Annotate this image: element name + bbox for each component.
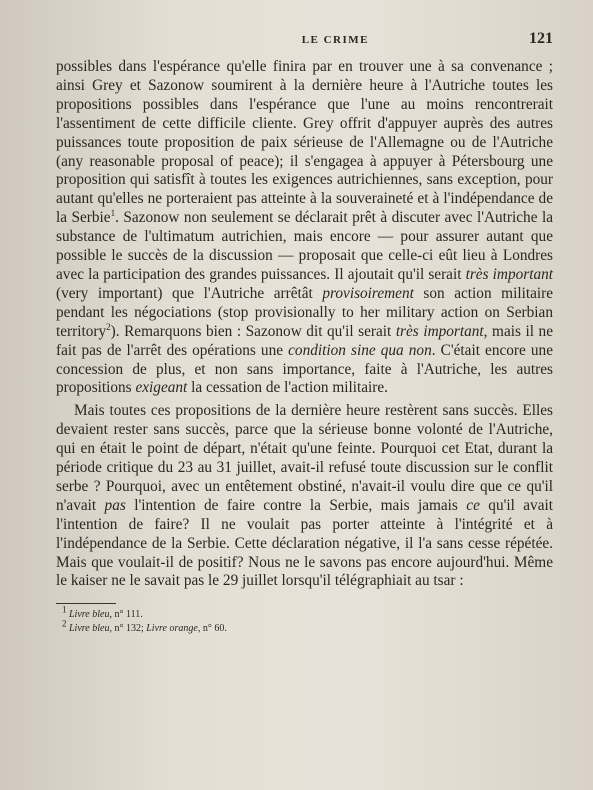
footnote-1: $^1$ Livre bleu, n° 111.: [62, 605, 143, 621]
footnote-2: $^2$ Livre bleu, n° 132; Livre orange, n° 60.: [62, 619, 227, 635]
body-text: [56, 58, 553, 591]
footnote-ref-1: 1: [110, 208, 116, 219]
running-title: LE CRIME: [301, 34, 369, 46]
footnote-ref-2: 2: [106, 321, 111, 332]
paragraph-2: Mais toutes ces propositions de la dernière heure restèrent sans succès. Elles devaient rester sans succès, parce que la sérieuse bonne volonté de l'Autriche, qui en était le point de départ, n'était qu'une feinte. Pourquoi cet Etat, durant la période critique du 23 au 31 juillet, avait-il refusé toute discussion sur le conflit serbe ? Pourquoi, avec un entêtement obstiné, n'avait-il voulu dire que ce qu'il n'avait pas l'intention de faire contre la Serbie, mais jamais ce qu'il avait l'intention de faire? Il ne voulait pas porter atteinte à l'intégrité et à l'indépendance de la Serbie. Cette déclaration négative, il l'a sans cesse répétée. Mais que voulait-il de positif? Nous ne le savons pas encore aujourd'hui. Même le kaiser ne le savait pas le 29 juillet lorsqu'il télégraphiait au tsar :: [56, 402, 553, 590]
running-head: [56, 30, 553, 52]
footnotes: [56, 605, 553, 636]
page-number: 121: [529, 30, 553, 47]
paragraph-1: possibles dans l'espérance qu'elle finira par en trouver une à sa convenance ; ainsi Grey et Sazonow soumirent à la dernière heure à l'Autriche toutes les propositions possibles dans l'espérance que l'une au moins rencontrerait l'assentiment de cette difficile cliente. Grey offrit d'appuyer auprès des autres puissances toute proposition de paix sérieuse de l'Allemagne ou de l'Autriche (any reasonable proposal of peace); il s'engagea à appuyer à Pétersbourg une proposition qui satisfît à toutes les exigences autrichiennes, sans exception, pour autant qu'elles ne porteraient pas atteinte à la souveraineté et à l'indépendance de la Serbie$^1$. Sazonow non seulement se déclarait prêt à discuter avec l'Autriche la substance de l'ultimatum autrichien, mais encore — pour assurer autant que possible le succès de la discussion — proposait que celle-ci eût lieu à Londres avec la participation des grandes puissances. Il ajoutait qu'il serait très important (very important) que l'Autriche arrêtât provisoirement son action militaire pendant les négociations (stop provisionally to her military action on Serbian territory$^2$). Remarquons bien : Sazonow dit qu'il serait très important, mais il ne fait pas de l'arrêt des opérations une condition sine qua non. C'était encore une concession de plus, et non sans importance, faite à l'Autriche, les autres propositions exigeant la cessation de l'action militaire.: [56, 58, 553, 397]
